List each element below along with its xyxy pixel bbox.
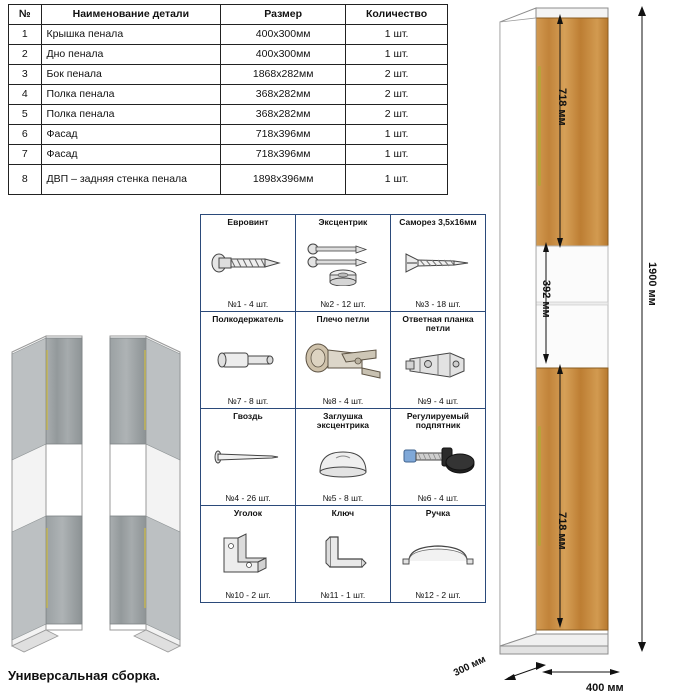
th-name: Наименование детали bbox=[41, 5, 221, 25]
cell-num: 5 bbox=[9, 105, 42, 125]
table-row bbox=[9, 165, 448, 195]
cell-qty: 2 шт. bbox=[346, 65, 448, 85]
hardware-article: №10 - 2 шт. bbox=[225, 590, 271, 600]
dimension-width: 400 мм bbox=[586, 682, 624, 694]
hardware-cell-corner-bracket bbox=[201, 506, 296, 603]
cam-lock-icon bbox=[297, 227, 389, 299]
cell-name: ДВП – задняя стенка пенала bbox=[41, 165, 221, 195]
hardware-article: №8 - 4 шт. bbox=[322, 396, 364, 406]
hardware-title: Уголок bbox=[233, 508, 262, 518]
th-size: Размер bbox=[221, 5, 346, 25]
hardware-row bbox=[201, 215, 486, 312]
dimension-door-bottom: 718 мм bbox=[556, 512, 568, 550]
cell-name: Полка пенала bbox=[41, 105, 221, 125]
hardware-article: №3 - 18 шт. bbox=[415, 299, 461, 309]
cell-num: 2 bbox=[9, 45, 42, 65]
cell-size: 368х282мм bbox=[221, 85, 346, 105]
hardware-cell-shelf-support bbox=[201, 312, 296, 409]
cam-cap-icon bbox=[297, 431, 389, 493]
caption-universal-assembly: Универсальная сборка. bbox=[8, 668, 160, 683]
adjustable-foot-icon bbox=[392, 431, 484, 493]
cell-name: Бок пенала bbox=[41, 65, 221, 85]
hardware-title: Саморез 3,5х16мм bbox=[399, 217, 477, 227]
hardware-title: Регулируемый подпятник bbox=[406, 411, 469, 431]
table-row bbox=[9, 65, 448, 85]
hardware-article: №6 - 4 шт. bbox=[417, 493, 459, 503]
dimension-middle-open: 392 мм bbox=[540, 280, 552, 318]
hardware-article: №2 - 12 шт. bbox=[320, 299, 366, 309]
hardware-row bbox=[201, 506, 486, 603]
cell-qty: 1 шт. bbox=[346, 45, 448, 65]
cell-qty: 1 шт. bbox=[346, 25, 448, 45]
cell-num: 8 bbox=[9, 165, 42, 195]
cell-size: 1898х396мм bbox=[221, 165, 346, 195]
table-row bbox=[9, 45, 448, 65]
hardware-title: Евровинт bbox=[227, 217, 269, 227]
hardware-article: №12 - 2 шт. bbox=[415, 590, 461, 600]
hardware-cell-cam-lock bbox=[295, 215, 390, 312]
cell-name: Полка пенала bbox=[41, 85, 221, 105]
hardware-cell-euro-screw bbox=[201, 215, 296, 312]
hardware-title: Ответная планка петли bbox=[402, 314, 474, 334]
hardware-row bbox=[201, 409, 486, 506]
hardware-cell-allen-key bbox=[295, 506, 390, 603]
hardware-article: №5 - 8 шт. bbox=[322, 493, 364, 503]
parts-table bbox=[8, 4, 448, 195]
handle-icon bbox=[392, 518, 484, 590]
cell-qty: 2 шт. bbox=[346, 105, 448, 125]
self-tapping-screw-icon bbox=[392, 227, 484, 299]
hinge-plate-icon bbox=[392, 334, 484, 396]
hardware-title: Гвоздь bbox=[233, 411, 263, 421]
cell-num: 7 bbox=[9, 145, 42, 165]
hinge-arm-icon bbox=[297, 324, 389, 396]
hardware-article: №7 - 8 шт. bbox=[227, 396, 269, 406]
hardware-cell-hinge-arm bbox=[295, 312, 390, 409]
dimension-depth: 300 мм bbox=[452, 653, 488, 679]
hardware-cell-adjustable-foot bbox=[390, 409, 485, 506]
hardware-article: №1 - 4 шт. bbox=[227, 299, 269, 309]
cell-name: Крышка пенала bbox=[41, 25, 221, 45]
hardware-title: Полкодержатель bbox=[212, 314, 284, 324]
cell-num: 6 bbox=[9, 125, 42, 145]
nail-icon bbox=[202, 421, 294, 493]
allen-key-icon bbox=[297, 518, 389, 590]
cell-qty: 1 шт. bbox=[346, 125, 448, 145]
cell-size: 400х300мм bbox=[221, 45, 346, 65]
table-row bbox=[9, 25, 448, 45]
cell-num: 4 bbox=[9, 85, 42, 105]
cell-name: Фасад bbox=[41, 125, 221, 145]
cell-qty: 2 шт. bbox=[346, 85, 448, 105]
hardware-title: Заглушка эксцентрика bbox=[316, 411, 369, 431]
hardware-title: Ручка bbox=[425, 508, 451, 518]
hardware-article: №11 - 1 шт. bbox=[320, 590, 366, 600]
cell-size: 1868х282мм bbox=[221, 65, 346, 85]
th-num: № bbox=[9, 5, 42, 25]
table-row bbox=[9, 105, 448, 125]
dimension-total-height: 1900 мм bbox=[646, 262, 658, 306]
dimension-door-top: 718 мм bbox=[556, 88, 568, 126]
cell-num: 1 bbox=[9, 25, 42, 45]
hardware-article: №4 - 26 шт. bbox=[225, 493, 271, 503]
hardware-title: Эксцентрик bbox=[318, 217, 368, 227]
shelf-support-icon bbox=[202, 324, 294, 396]
table-row bbox=[9, 85, 448, 105]
cell-size: 368х282мм bbox=[221, 105, 346, 125]
hardware-grid bbox=[200, 214, 486, 603]
grey-wardrobe-illustration bbox=[6, 330, 196, 660]
cell-qty: 1 шт. bbox=[346, 145, 448, 165]
corner-bracket-icon bbox=[202, 518, 294, 590]
table-row bbox=[9, 145, 448, 165]
cell-size: 718х396мм bbox=[221, 145, 346, 165]
th-qty: Количество bbox=[346, 5, 448, 25]
cell-name: Дно пенала bbox=[41, 45, 221, 65]
cell-size: 718х396мм bbox=[221, 125, 346, 145]
hardware-title: Ключ bbox=[331, 508, 355, 518]
cell-size: 400х300мм bbox=[221, 25, 346, 45]
cell-qty: 1 шт. bbox=[346, 165, 448, 195]
cell-num: 3 bbox=[9, 65, 42, 85]
table-header-row bbox=[9, 5, 448, 25]
euro-screw-icon bbox=[202, 227, 294, 299]
hardware-cell-nail bbox=[201, 409, 296, 506]
hardware-cell-hinge-plate bbox=[390, 312, 485, 409]
hardware-row bbox=[201, 312, 486, 409]
cell-name: Фасад bbox=[41, 145, 221, 165]
hardware-cell-self-tapping-screw bbox=[390, 215, 485, 312]
hardware-title: Плечо петли bbox=[316, 314, 370, 324]
hardware-article: №9 - 4 шт. bbox=[417, 396, 459, 406]
hardware-cell-handle bbox=[390, 506, 485, 603]
table-row bbox=[9, 125, 448, 145]
hardware-cell-cam-cap bbox=[295, 409, 390, 506]
